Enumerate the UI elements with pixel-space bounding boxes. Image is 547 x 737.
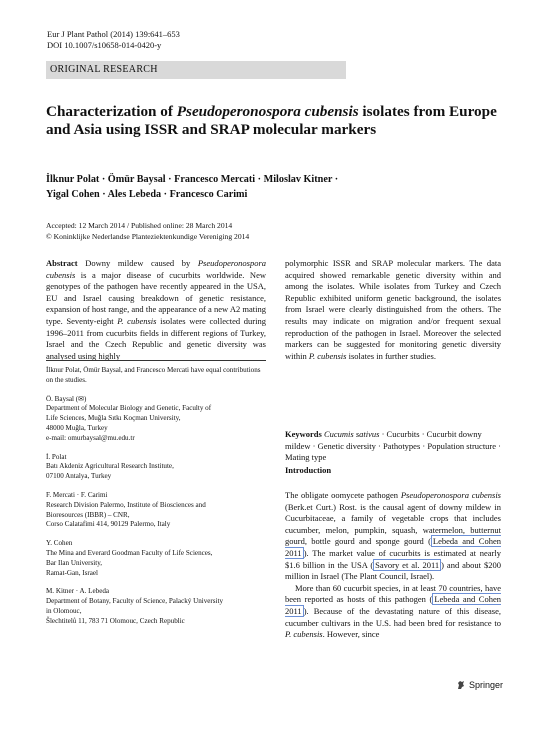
doi: DOI 10.1007/s10658-014-0420-y xyxy=(47,40,162,50)
affiliations xyxy=(46,366,266,636)
keyword-list: · Cucurbits · Cucurbit downy mildew · Genetic diversity · Pathotypes · Population structure · Mating type xyxy=(285,429,501,463)
affiliation-line: Research Division Palermo, Institute of Biosciences and xyxy=(46,500,206,509)
section-label: ORIGINAL RESEARCH xyxy=(46,61,346,79)
introduction-heading: Introduction xyxy=(285,465,332,475)
affiliation-line: Šlechtitelů 11, 783 71 Olomouc, Czech Republic xyxy=(46,616,185,625)
affiliation-line: F. Mercati · F. Carimi xyxy=(46,490,108,499)
keywords xyxy=(285,429,501,464)
species-name: P. cubensis xyxy=(285,629,323,640)
intro-text: ) and about $200 million in Israel (The Plant Council, Israel). xyxy=(285,559,501,582)
affiliation-line: Y. Cohen xyxy=(46,539,73,548)
author-line: İlknur Polat · Ömür Baysal · Francesco Mercati · Miloslav Kitner · xyxy=(46,174,339,185)
abstract-text: isolates were collected during 1996–2011 from cucurbits fields in different regions of Turkey, Israel and the Czech Republic and genetic diversity was analysed using highly xyxy=(46,315,266,361)
springer-horse-icon xyxy=(456,680,466,690)
affiliation-line: M. Kitner · A. Lebeda xyxy=(46,587,110,596)
citation-link[interactable]: Lebeda and Cohen 2011 xyxy=(285,536,501,558)
abstract-text: is a major disease of cucurbits worldwide. New genotypes of the pathogen have recently appeared in the USA, EU and Israel causing breakdown of genetic resistance, expansion of host range, and the appearance of a new A2 mating type. Seventy-eight xyxy=(46,269,266,326)
intro-text: ). Because of the devastating nature of this disease, cucumber cultivars in the U.S. had been bred for resistance to xyxy=(285,605,501,628)
keywords-heading: Keywords xyxy=(285,429,322,439)
publisher-name: Springer xyxy=(469,680,504,690)
intro-text: ). The market value of cucurbits is estimated at nearly $1.6 billion in the USA ( xyxy=(285,547,501,570)
affiliation-line: Bioresources (IBBR) – CNR, xyxy=(46,510,130,519)
citation-link[interactable]: Lebeda and Cohen 2011 xyxy=(285,594,501,616)
abstract-text: Downy mildew caused by xyxy=(77,258,198,268)
species-name: P. cubensis xyxy=(308,350,347,361)
affiliation-line: Batı Akdeniz Agricultural Research Institute, xyxy=(46,462,174,471)
equal-contribution-note: İlknur Polat, Ömür Baysal, and Francesco Mercati have equal contributions on the studies. xyxy=(46,366,261,384)
intro-paragraph xyxy=(285,490,501,583)
abstract-text: isolates in further studies. xyxy=(346,350,436,361)
affiliation-line: Bar Ilan University, xyxy=(46,558,103,567)
abstract-heading: Abstract xyxy=(46,258,78,268)
affiliation-baysal xyxy=(46,395,266,444)
affiliation-polat xyxy=(46,453,266,482)
species-name: Pseudoperonospora cubensis xyxy=(400,490,501,500)
citation-link[interactable]: Savory et al. 2011 xyxy=(375,559,440,570)
footnote-divider xyxy=(46,360,266,361)
publisher-logo xyxy=(456,680,503,690)
intro-paragraph xyxy=(285,583,501,641)
intro-text: More than 60 cucurbit species, in at least 70 countries, have been reported as hosts of this pathogen ( xyxy=(285,582,501,605)
species-name: P. cubensis xyxy=(117,315,157,326)
affiliation-cohen xyxy=(46,539,266,578)
copyright: © Koninklijke Nederlandse Planteziektenkundige Vereniging 2014 xyxy=(46,231,250,241)
affiliation-line: İ. Polat xyxy=(46,452,67,461)
abstract-left xyxy=(46,258,266,362)
journal-reference: Eur J Plant Pathol (2014) 139:641–653 xyxy=(47,29,180,39)
title-part: isolates from Europe and Asia using ISSR and SRAP molecular markers xyxy=(46,103,497,138)
species-name: Pseudoperonospora cubensis xyxy=(46,258,266,280)
title-part: Characterization of xyxy=(46,103,177,120)
affiliation-kitner xyxy=(46,587,266,626)
affiliation-line: in Olomouc, xyxy=(46,606,82,615)
affiliation-mercati xyxy=(46,491,266,530)
keyword-species: Cucumis sativus xyxy=(323,429,380,439)
affiliation-line: Ö. Baysal (✉) xyxy=(46,394,87,403)
author-list xyxy=(46,172,506,202)
journal-citation xyxy=(47,29,180,51)
intro-text: . However, since xyxy=(322,629,380,640)
abstract-right xyxy=(285,258,501,362)
accepted-date: Accepted: 12 March 2014 / Published online: 28 March 2014 xyxy=(46,221,233,230)
affiliation-line: Department of Molecular Biology and Genetic, Faculty of xyxy=(46,404,212,413)
title-species: Pseudoperonospora cubensis xyxy=(176,103,359,120)
email-link[interactable]: e-mail: omurbaysal@mu.edu.tr xyxy=(46,433,135,442)
affiliation-line: 07100 Antalya, Turkey xyxy=(46,472,112,481)
abstract-text: polymorphic ISSR and SRAP molecular markers. The data acquired showed remarkable genetic diversity within and among the isolates. While isolates from Turkey and Czech Republic exhibited uniform genetic background, the isolates from Israel were clearly distinguished from the others. The results may indicate on migration and/or frequent sexual reproduction of the pathogen in Israel. Moreover the selected markers can be suggested for monitoring genetic diversity within xyxy=(285,258,501,361)
intro-text: (Berk.et Curt.) Rost. is the causal agent of downy mildew in Cucurbitaceae, a family of vegetable crops that includes cucumber, melon, pumpkin, squash, watermelon, butternut gourd, bottle gourd and sponge gourd ( xyxy=(285,501,501,547)
publication-dates xyxy=(46,221,249,242)
article-title xyxy=(46,103,506,139)
affiliation-line: Ramat-Gan, Israel xyxy=(46,568,98,577)
intro-text: The obligate oomycete pathogen xyxy=(285,490,401,500)
affiliation-line: Department of Botany, Faculty of Science, Palacký University xyxy=(46,597,224,606)
introduction-body xyxy=(285,490,501,641)
author-line: Yigal Cohen · Ales Lebeda · Francesco Carimi xyxy=(46,189,248,200)
affiliation-line: Corso Calatafimi 414, 90129 Palermo, Italy xyxy=(46,520,171,529)
affiliation-line: 48000 Muğla, Turkey xyxy=(46,423,108,432)
affiliation-line: The Mina and Everard Goodman Faculty of Life Sciences, xyxy=(46,548,213,557)
affiliation-line: Life Sciences, Muğla Sıtkı Koçman University, xyxy=(46,414,181,423)
